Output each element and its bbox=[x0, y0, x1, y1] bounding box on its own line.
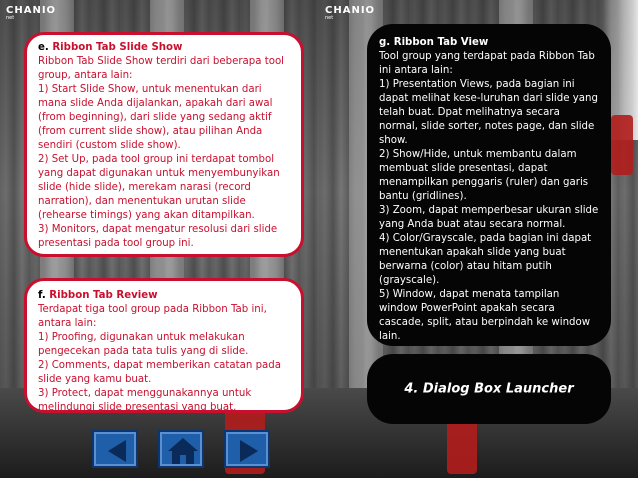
logo: CHANIO net bbox=[325, 5, 376, 21]
section-f-heading: f. Ribbon Tab Review bbox=[38, 290, 158, 301]
section-g-heading: g. Ribbon Tab View bbox=[379, 37, 489, 48]
background-red-object bbox=[447, 420, 477, 474]
dialog-box-launcher-card bbox=[367, 354, 611, 424]
background-red-object bbox=[611, 115, 633, 175]
forward-arrow-icon bbox=[226, 432, 272, 470]
back-button[interactable] bbox=[92, 430, 138, 468]
dialog-box-launcher-title: 4. Dialog Box Launcher bbox=[404, 381, 574, 397]
logo: CHANIO net bbox=[6, 5, 57, 21]
forward-button[interactable] bbox=[224, 430, 270, 468]
home-button[interactable] bbox=[158, 430, 204, 468]
back-arrow-icon bbox=[94, 432, 140, 470]
section-f-card bbox=[24, 278, 304, 413]
section-g-card bbox=[367, 24, 611, 346]
section-g-body: Tool group yang terdapat pada Ribbon Tab ini antara lain: 1) Presentation Views, pada bagian ini dapat melihat kese-luruhan dari slide yang telah buat. Dpat melihatnya secara normal, slide sorter, notes page, dan slide show. 2) Show/Hide, untuk membantu dalam membuat slide presentasi, dapat menampilkan penggaris (ruler) dan garis bantu (gridlines). 3) Zoom, dapat memperbesar ukuran slide yang Anda buat atau secara normal. 4) Color/Grayscale, pada bagian ini dapat menentukan apakah slide yang buat berwarna (color) atau hitam putih (grayscale). 5) Window, dapat menata tampilan window PowerPoint apakah secara cascade, split, atau berpindah ke window lain. bbox=[379, 51, 599, 342]
section-e-card bbox=[24, 32, 304, 257]
section-e-body: Ribbon Tab Slide Show terdiri dari beberapa tool group, antara lain: 1) Start Slide Show, untuk menentukan dari mana slide Anda dijalankan, apakah dari awal (from beginning), dari slide yang sedang aktif (from current slide show), atau pilihan Anda sendiri (custom slide show). 2) Set Up, pada tool group ini terdapat tombol yang dapat digunakan untuk menyembunyikan slide (hide slide), merekam narasi (record narration), dan menentukan urutan slide (rehearse timings) yang akan ditampilkan. 3) Monitors, dapat mengatur resolusi dari slide presentasi pada tool group ini. bbox=[38, 56, 285, 249]
home-icon bbox=[160, 432, 206, 470]
slide-right bbox=[319, 0, 638, 478]
section-e-heading: e. Ribbon Tab Slide Show bbox=[38, 42, 183, 53]
section-f-body: Terdapat tiga tool group pada Ribbon Tab ini, antara lain: 1) Proofing, digunakan untuk melakukan pengecekan pada tata tulis yang di slide. 2) Comments, dapat memberikan catatan pada slide yang kamu buat. 3) Protect, dapat menggunakannya untuk melindungi slide presentasi yang buat. bbox=[38, 304, 282, 413]
